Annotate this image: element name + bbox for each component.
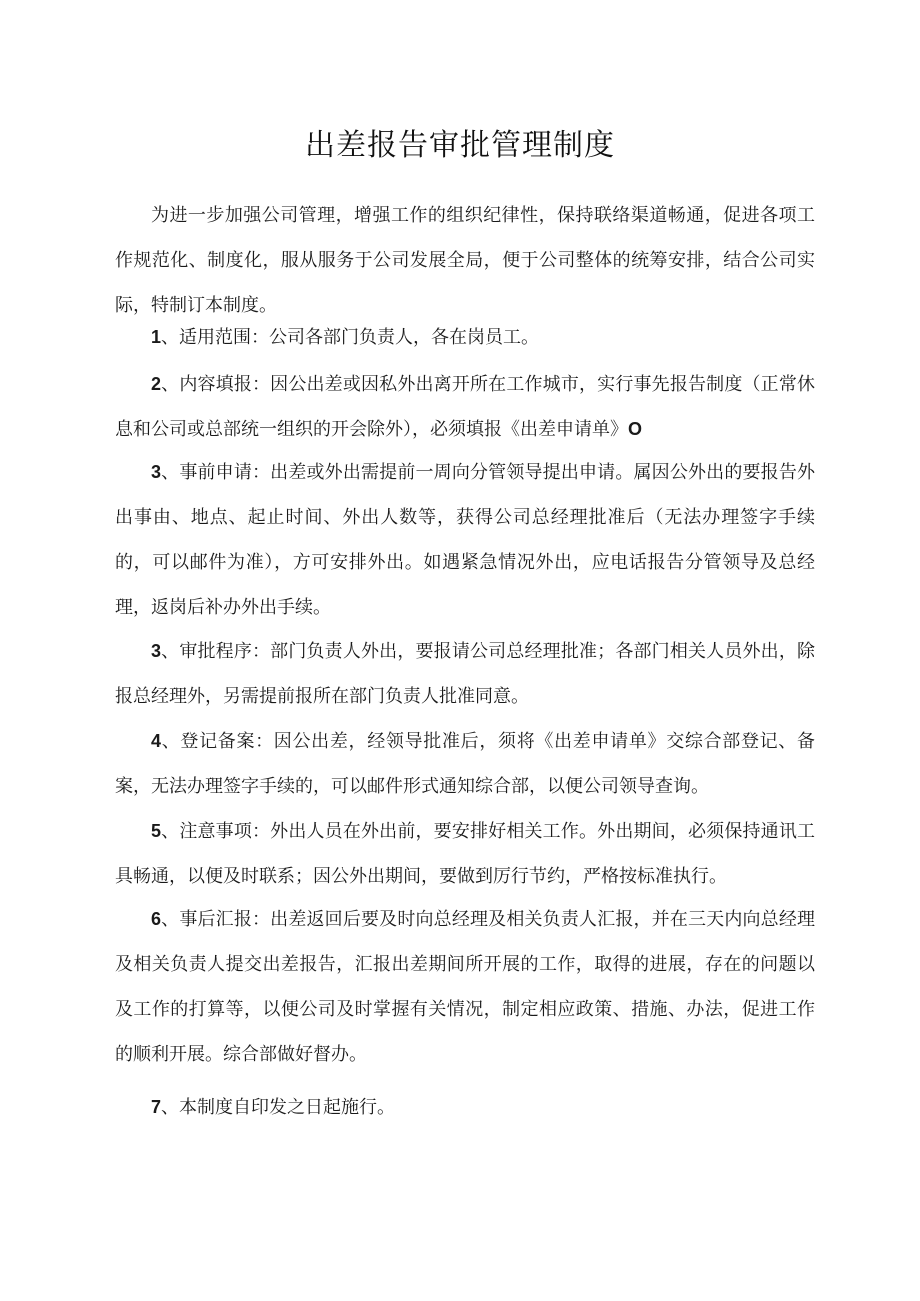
clause-number: 4 [151,731,162,751]
clause-number: 6 [151,909,162,929]
intro-paragraph: 为进一步加强公司管理，增强工作的组织纪律性，保持联络渠道畅通，促进各项工作规范化、制度化，服从服务于公司发展全局，便于公司整体的统筹安排，结合公司实际，特制订本制度。 [115,205,815,316]
clause-number: 1 [151,327,162,347]
clause-5-notes [115,809,815,899]
clause-text: 、事后汇报：出差返回后要及时向总经理及相关负责人汇报，并在三天内向总经理及相关负责人提交出差报告，汇报出差期间所开展的工作，取得的进展，存在的问题以及工作的打算等，以便公司及时掌握有关情况，制定相应政策、措施、办法，促进工作的顺利开展。综合部做好督办。 [115,909,815,1065]
clause-text: 、内容填报：因公出差或因私外出离开所在工作城市，实行事先报告制度（正常休息和公司或总部统一组织的开会除外），必须填报《出差申请单》 [115,374,815,440]
clause-text: 、审批程序：部门负责人外出，要报请公司总经理批准；各部门相关人员外出，除报总经理外，另需提前报所在部门负责人批准同意。 [115,641,815,707]
clause-2-filing [115,362,815,452]
clause-text: 、适用范围：公司各部门负责人，各在岗员工。 [161,327,540,348]
clause-1-scope [115,315,815,360]
clause-6-report-back [115,897,815,1077]
clause-number: 7 [151,1097,162,1117]
document-title: 出差报告审批管理制度 [305,128,615,163]
clause-number: 5 [151,821,162,841]
clause-7-effective-date [115,1085,815,1130]
clause-4-registration [115,719,815,809]
clause-number: 2 [151,374,162,394]
clause-3-advance-application [115,450,815,630]
clause-number: 3 [151,641,162,661]
clause-3-approval-procedure [115,629,815,719]
clause-end-mark: O [628,419,643,439]
clause-text: 、本制度自印发之日起施行。 [161,1097,396,1118]
clause-text: 、事前申请：出差或外出需提前一周向分管领导提出申请。属因公外出的要报告外出事由、地点、起止时间、外出人数等，获得公司总经理批准后（无法办理签字手续的，可以邮件为准），方可安排外出。如遇紧急情况外出，应电话报告分管领导及总经理，返岗后补办外出手续。 [115,462,815,618]
clause-number: 3 [151,462,162,482]
clause-text: 、注意事项：外出人员在外出前，要安排好相关工作。外出期间，必须保持通讯工具畅通，以便及时联系；因公外出期间，要做到厉行节约，严格按标准执行。 [115,821,815,887]
clause-text: 、登记备案：因公出差，经领导批准后，须将《出差申请单》交综合部登记、备案，无法办理签字手续的，可以邮件形式通知综合部，以便公司领导查询。 [115,731,815,797]
